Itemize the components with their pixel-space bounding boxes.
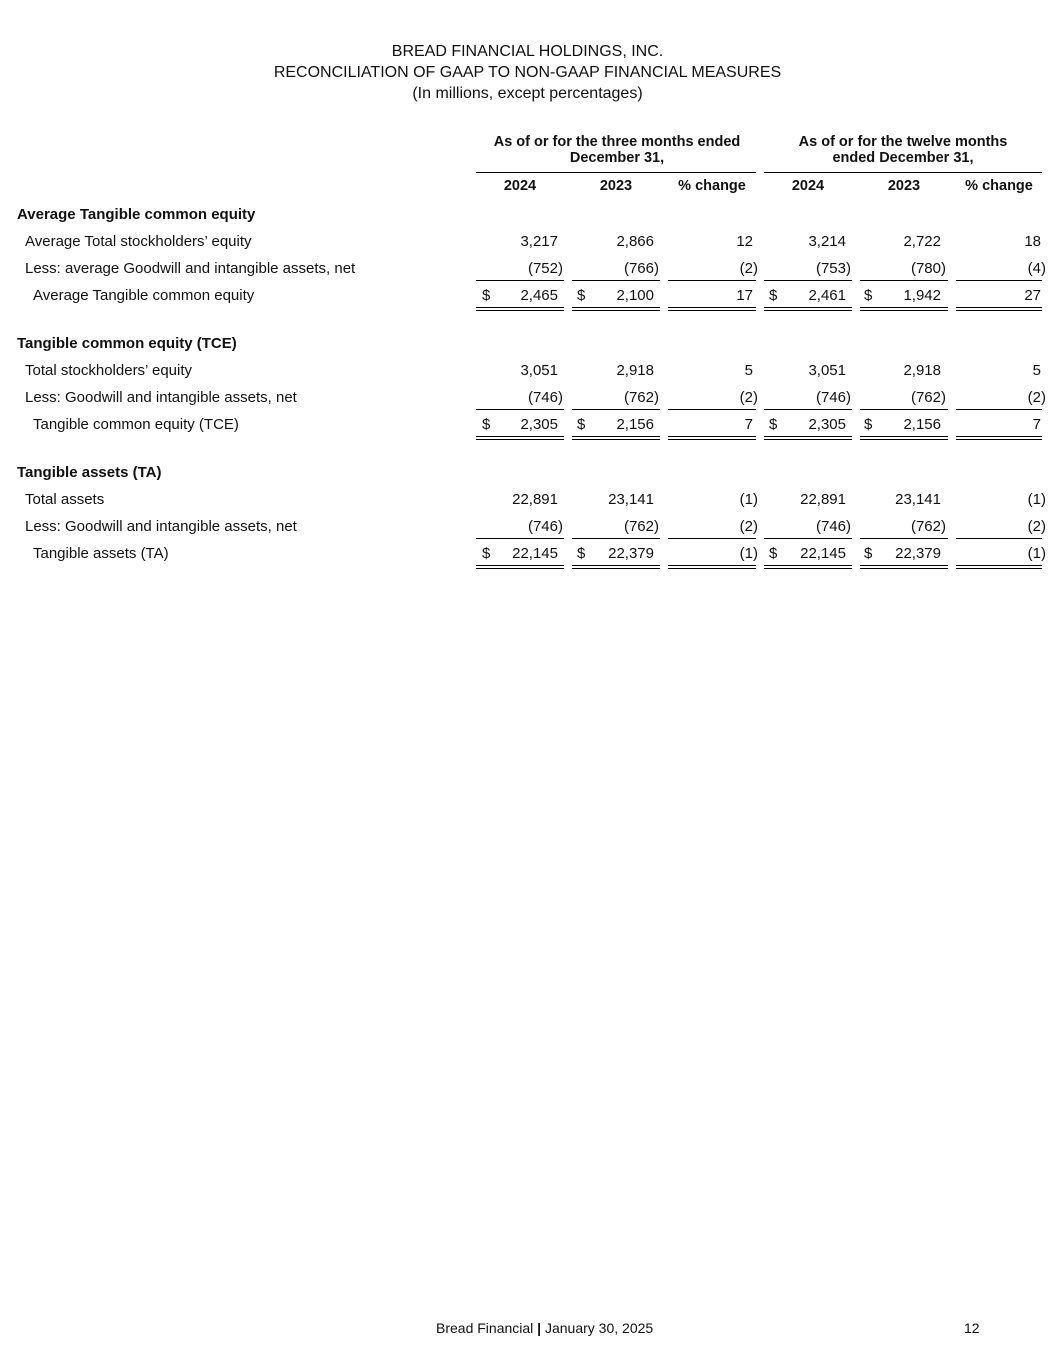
currency-symbol: $	[864, 545, 873, 562]
currency-symbol: $	[577, 287, 586, 304]
cell-12m-2023: 22,379	[895, 545, 941, 562]
page-footer	[436, 1320, 653, 1336]
cell-3m-2023: 2,156	[616, 416, 654, 433]
total-double-rule	[764, 307, 852, 311]
column-header-3m-2023: 2023	[599, 178, 633, 194]
three-months-header: As of or for the three months ended December 31,	[493, 134, 741, 166]
cell-12m-change: (2)	[1027, 518, 1046, 535]
total-double-rule	[860, 565, 948, 569]
currency-symbol: $	[864, 416, 873, 433]
report-units-note: (In millions, except percentages)	[412, 85, 643, 102]
row-label: Total stockholders’ equity	[25, 362, 193, 379]
cell-3m-change: (2)	[739, 389, 758, 406]
total-row-label: Tangible common equity (TCE)	[33, 416, 239, 433]
currency-symbol: $	[482, 545, 491, 562]
page-number: 12	[964, 1320, 980, 1336]
total-double-rule	[668, 565, 756, 569]
subtotal-rule	[476, 409, 564, 410]
column-header-3m-2024: 2024	[503, 178, 537, 194]
cell-3m-change: 17	[736, 287, 753, 304]
subtotal-rule	[860, 280, 948, 281]
subtotal-rule	[956, 409, 1042, 410]
cell-12m-2023: 23,141	[895, 491, 941, 508]
cell-3m-change: 7	[744, 416, 753, 433]
column-header-12m-2023: 2023	[887, 178, 921, 194]
cell-12m-change: (1)	[1027, 491, 1046, 508]
subtotal-rule	[956, 280, 1042, 281]
subtotal-rule	[764, 538, 852, 539]
row-label: Less: Goodwill and intangible assets, net	[25, 389, 297, 406]
cell-12m-2024: (753)	[815, 260, 851, 277]
subtotal-rule	[572, 280, 660, 281]
cell-3m-change: (2)	[739, 518, 758, 535]
cell-3m-2023: 2,866	[616, 233, 654, 250]
row-label: Less: average Goodwill and intangible assets, net	[25, 260, 356, 277]
row-label: Total assets	[25, 491, 105, 508]
report-title: RECONCILIATION OF GAAP TO NON-GAAP FINANCIAL MEASURES	[273, 64, 782, 81]
total-double-rule	[956, 565, 1042, 569]
cell-12m-2023: 2,918	[903, 362, 941, 379]
cell-3m-2024: (746)	[527, 389, 563, 406]
cell-3m-2023: 23,141	[608, 491, 654, 508]
cell-3m-2024: 22,891	[512, 491, 558, 508]
cell-12m-change: (2)	[1027, 389, 1046, 406]
cell-12m-2024: 2,461	[808, 287, 846, 304]
section-heading: Tangible common equity (TCE)	[17, 335, 237, 352]
cell-12m-change: 18	[1024, 233, 1041, 250]
total-row-label: Average Tangible common equity	[33, 287, 255, 304]
footer-separator: |	[537, 1320, 542, 1336]
cell-12m-2023: 2,722	[903, 233, 941, 250]
total-double-rule	[860, 307, 948, 311]
currency-symbol: $	[769, 287, 778, 304]
cell-3m-2023: (762)	[623, 518, 659, 535]
cell-12m-change: 7	[1032, 416, 1041, 433]
cell-3m-2024: (752)	[527, 260, 563, 277]
cell-12m-2023: (762)	[910, 518, 946, 535]
subtotal-rule	[476, 538, 564, 539]
cell-12m-2024: (746)	[815, 389, 851, 406]
cell-3m-2024: (746)	[527, 518, 563, 535]
currency-symbol: $	[769, 545, 778, 562]
column-header-12m-change: % change	[965, 178, 1033, 194]
total-double-rule	[476, 307, 564, 311]
cell-3m-change: 12	[736, 233, 753, 250]
total-double-rule	[956, 307, 1042, 311]
total-double-rule	[572, 565, 660, 569]
cell-12m-2024: 3,051	[808, 362, 846, 379]
section-heading: Tangible assets (TA)	[17, 464, 162, 481]
total-row-label: Tangible assets (TA)	[33, 545, 169, 562]
footer-company: Bread Financial	[436, 1320, 534, 1336]
subtotal-rule	[956, 538, 1042, 539]
cell-12m-2023: 1,942	[903, 287, 941, 304]
total-double-rule	[764, 565, 852, 569]
total-double-rule	[476, 436, 564, 440]
cell-3m-change: (1)	[739, 491, 758, 508]
cell-12m-2024: 3,214	[808, 233, 846, 250]
footer-date: January 30, 2025	[544, 1320, 654, 1336]
cell-3m-2024: 22,145	[512, 545, 558, 562]
subtotal-rule	[860, 538, 948, 539]
row-label: Less: Goodwill and intangible assets, net	[25, 518, 297, 535]
total-double-rule	[956, 436, 1042, 440]
cell-3m-change: 5	[744, 362, 753, 379]
subtotal-rule	[860, 409, 948, 410]
cell-3m-2024: 2,465	[520, 287, 558, 304]
cell-3m-2023: 2,100	[616, 287, 654, 304]
total-double-rule	[572, 307, 660, 311]
subtotal-rule	[764, 409, 852, 410]
currency-symbol: $	[577, 545, 586, 562]
row-label: Average Total stockholders’ equity	[25, 233, 252, 250]
cell-3m-change: (2)	[739, 260, 758, 277]
cell-12m-change: (4)	[1027, 260, 1046, 277]
subtotal-rule	[668, 538, 756, 539]
cell-3m-2024: 3,217	[520, 233, 558, 250]
cell-3m-2024: 2,305	[520, 416, 558, 433]
cell-12m-2023: (780)	[910, 260, 946, 277]
cell-3m-2023: 22,379	[608, 545, 654, 562]
cell-3m-change: (1)	[739, 545, 758, 562]
cell-3m-2023: (766)	[623, 260, 659, 277]
cell-12m-change: (1)	[1027, 545, 1046, 562]
currency-symbol: $	[577, 416, 586, 433]
total-double-rule	[860, 436, 948, 440]
three-months-header-rule	[476, 172, 756, 173]
column-header-3m-change: % change	[678, 178, 746, 194]
subtotal-rule	[572, 538, 660, 539]
cell-12m-2023: 2,156	[903, 416, 941, 433]
cell-12m-change: 5	[1032, 362, 1041, 379]
total-double-rule	[668, 436, 756, 440]
total-double-rule	[476, 565, 564, 569]
currency-symbol: $	[864, 287, 873, 304]
total-double-rule	[572, 436, 660, 440]
subtotal-rule	[764, 280, 852, 281]
total-double-rule	[764, 436, 852, 440]
cell-12m-2024: 22,891	[800, 491, 846, 508]
cell-12m-change: 27	[1024, 287, 1041, 304]
subtotal-rule	[572, 409, 660, 410]
currency-symbol: $	[482, 287, 491, 304]
twelve-months-header: As of or for the twelve months ended December 31,	[798, 134, 1008, 166]
total-double-rule	[668, 307, 756, 311]
cell-3m-2023: (762)	[623, 389, 659, 406]
column-header-12m-2024: 2024	[791, 178, 825, 194]
section-heading: Average Tangible common equity	[17, 206, 256, 223]
cell-3m-2024: 3,051	[520, 362, 558, 379]
cell-3m-2023: 2,918	[616, 362, 654, 379]
cell-12m-2023: (762)	[910, 389, 946, 406]
cell-12m-2024: 2,305	[808, 416, 846, 433]
currency-symbol: $	[769, 416, 778, 433]
currency-symbol: $	[482, 416, 491, 433]
twelve-months-header-rule	[764, 172, 1042, 173]
subtotal-rule	[476, 280, 564, 281]
subtotal-rule	[668, 409, 756, 410]
report-company-title: BREAD FINANCIAL HOLDINGS, INC.	[391, 43, 664, 60]
subtotal-rule	[668, 280, 756, 281]
cell-12m-2024: 22,145	[800, 545, 846, 562]
cell-12m-2024: (746)	[815, 518, 851, 535]
